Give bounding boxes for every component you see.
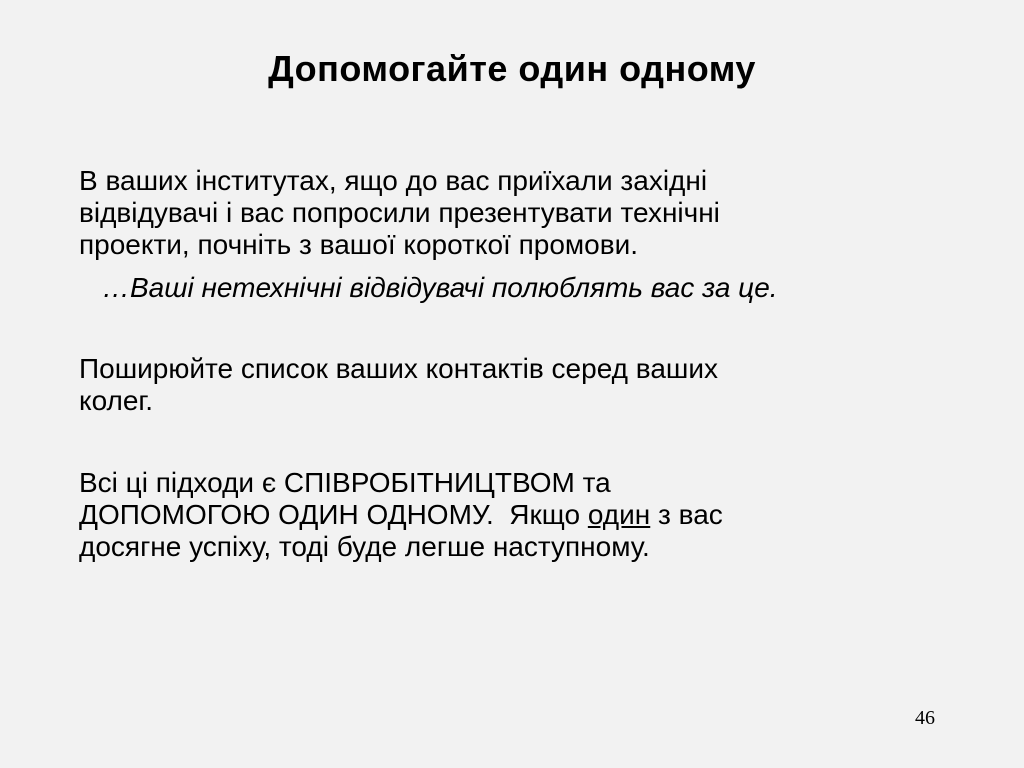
text-span: ДОПОМОГОЮ ОДИН ОДНОМУ. Якщо: [79, 499, 588, 530]
paragraph-line: досягне успіху, тоді буде легше наступному.: [79, 531, 650, 562]
paragraph-contacts: [79, 353, 959, 417]
page-number: 46: [915, 707, 935, 729]
paragraph-cooperation: [79, 467, 959, 563]
paragraph-line: Всі ці підходи є СПІВРОБІТНИЦТВОМ та: [79, 467, 611, 498]
slide-title: Допомогайте один одному: [268, 48, 756, 89]
italic-note: …Ваші нетехнічні відвідувачі полюблять вас за це.: [102, 272, 778, 303]
paragraph-line: проекти, почніть з вашої короткої промови.: [79, 229, 639, 260]
paragraph-line: В ваших інститутах, ящо до вас приїхали західні: [79, 165, 708, 196]
paragraph-line: відвідувачі і вас попросили презентувати технічні: [79, 197, 720, 228]
paragraph-line: Поширюйте список ваших контактів серед ваших: [79, 353, 719, 384]
text-span: з вас: [650, 499, 723, 530]
underlined-word: один: [587, 499, 651, 530]
paragraph-western-visitors: [79, 165, 959, 261]
paragraph-line: [79, 499, 959, 531]
paragraph-line: колег.: [79, 385, 154, 416]
